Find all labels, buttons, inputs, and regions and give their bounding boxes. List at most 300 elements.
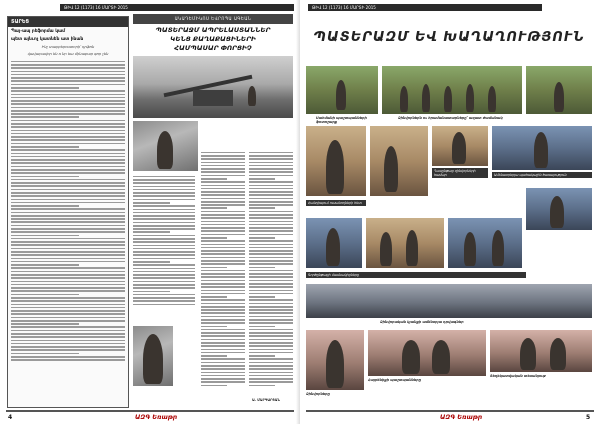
text-line [201, 247, 245, 249]
text-line [249, 378, 293, 380]
text-line [249, 296, 275, 298]
text-line [133, 205, 195, 207]
text-line [133, 179, 195, 181]
left-logo: ԱԶԳ Եռաթր [135, 414, 178, 421]
photo-couple [368, 330, 486, 376]
photo-figure [326, 340, 344, 388]
text-line [201, 237, 227, 239]
text-line [201, 296, 227, 298]
caption-9: Հայրենիքի պաշտպանները [368, 378, 421, 382]
right-header-strip [308, 4, 542, 11]
text-line [201, 221, 245, 223]
photo-figure [520, 338, 536, 370]
text-line [11, 169, 125, 171]
text-line [11, 254, 125, 256]
text-line [201, 335, 245, 337]
text-line [11, 80, 125, 82]
text-line [249, 188, 293, 190]
text-line [249, 171, 293, 173]
text-line [249, 221, 293, 223]
text-line [11, 107, 125, 109]
text-line [249, 194, 293, 196]
photo-guard [492, 126, 592, 170]
text-line [201, 283, 245, 285]
text-line [201, 171, 245, 173]
text-line [11, 149, 125, 151]
article-banner: ԱԿԱԴԵՄԻԿՈՍ ԵՎՐՈՊԱ ԱԳԵԱՆ [133, 14, 293, 24]
text-line [11, 110, 125, 112]
soldier-photo [133, 121, 198, 171]
text-line [133, 281, 195, 283]
text-line [11, 228, 125, 230]
photo-figure [402, 340, 420, 374]
text-line [201, 378, 245, 380]
text-line [249, 342, 293, 344]
text-line [11, 156, 125, 158]
text-line [249, 234, 293, 236]
text-line [249, 191, 293, 193]
text-line [201, 158, 245, 160]
text-line [249, 332, 293, 334]
text-line [201, 293, 245, 295]
photo-interview [306, 126, 366, 196]
text-line [249, 375, 293, 377]
text-line [249, 260, 293, 262]
text-line [11, 258, 125, 260]
photo-figure [550, 338, 566, 370]
text-line [11, 71, 125, 73]
soldier-figure [248, 86, 256, 106]
text-line [249, 198, 293, 200]
text-line [133, 287, 195, 289]
text-line [201, 201, 245, 203]
text-line [11, 120, 125, 122]
text-line [201, 352, 245, 354]
text-line [11, 162, 125, 164]
text-line [133, 218, 195, 220]
text-line [249, 168, 293, 170]
text-line [11, 185, 125, 187]
text-line [249, 250, 293, 252]
text-line [249, 211, 293, 213]
text-line [201, 362, 245, 364]
text-line [201, 345, 245, 347]
text-line [11, 244, 125, 246]
photo-figure [492, 230, 504, 266]
text-line [133, 182, 195, 184]
text-line [249, 263, 293, 265]
text-line [11, 346, 125, 348]
right-header-date: ԹԻՎ 12 (1173) 16 ՄԱՐՏԻ 2015 [312, 5, 376, 10]
text-line [11, 123, 125, 125]
text-line [133, 241, 195, 243]
sidebar-article [7, 16, 129, 408]
text-line [249, 257, 293, 259]
text-line [249, 162, 293, 164]
text-line [11, 317, 125, 319]
text-line [11, 94, 125, 96]
text-line [201, 207, 227, 209]
photo-figure [444, 86, 452, 112]
text-line [133, 254, 195, 256]
caption-6: Գործընթացի մասնակիցները [306, 272, 526, 278]
text-line [201, 303, 245, 305]
text-line [201, 198, 245, 200]
text-line [249, 230, 293, 232]
text-line [133, 228, 195, 230]
text-line [201, 381, 245, 383]
text-line [201, 312, 245, 314]
text-line [201, 168, 245, 170]
text-line [201, 385, 227, 387]
text-line [201, 253, 245, 255]
text-line [11, 126, 125, 128]
text-line [201, 368, 245, 370]
right-page-number: 5 [586, 414, 591, 421]
author-signature: Ա. ՄԱՐԳԱՐՅԱՆ [252, 398, 280, 402]
caption-10: Տեղեկատվական տեսանյութ [490, 374, 546, 378]
text-line [11, 159, 125, 161]
text-line [11, 199, 125, 201]
text-line [11, 294, 79, 296]
veteran-photo [133, 326, 173, 386]
photo-crowd [448, 218, 522, 268]
photo-figure [554, 82, 564, 112]
text-line [133, 231, 170, 233]
photo-meeting [432, 126, 488, 166]
left-header-strip [60, 4, 294, 11]
text-line [133, 186, 195, 188]
text-line [11, 307, 125, 309]
text-line [249, 335, 293, 337]
text-line [249, 381, 293, 383]
text-line [249, 280, 293, 282]
photo-figure [384, 146, 398, 192]
text-line [11, 195, 125, 197]
text-line [133, 294, 195, 296]
text-line [201, 276, 245, 278]
text-line [249, 217, 293, 219]
text-line [201, 280, 245, 282]
text-line [11, 146, 79, 148]
text-line [133, 268, 195, 270]
text-line [201, 194, 245, 196]
text-line [11, 238, 125, 240]
text-line [11, 287, 125, 289]
text-line [11, 205, 79, 207]
text-line [133, 215, 195, 217]
text-line [11, 359, 125, 361]
text-line [201, 227, 245, 229]
text-line [133, 235, 195, 237]
text-line [133, 209, 195, 211]
text-line [133, 225, 195, 227]
left-footer-bar [6, 410, 294, 412]
text-line [249, 352, 293, 354]
photo-figure [380, 232, 392, 266]
text-line [11, 182, 125, 184]
text-line [11, 353, 79, 355]
text-line [133, 300, 195, 302]
text-line [201, 181, 245, 183]
text-line [249, 358, 293, 360]
text-line [201, 230, 245, 232]
text-line [11, 84, 125, 86]
photo-classroom [370, 126, 428, 196]
text-line [201, 217, 245, 219]
text-line [249, 224, 293, 226]
text-line [201, 306, 245, 308]
text-line [133, 189, 195, 191]
text-line [201, 319, 245, 321]
text-line [201, 270, 245, 272]
text-line [11, 336, 125, 338]
text-line [11, 225, 125, 227]
text-line [11, 218, 125, 220]
text-line [11, 267, 125, 269]
text-line [201, 332, 245, 334]
text-line [133, 277, 195, 279]
text-line [249, 181, 293, 183]
text-line [249, 244, 293, 246]
text-line [249, 207, 275, 209]
text-line [11, 61, 125, 63]
text-line [201, 372, 245, 374]
caption-4: Ամենաօրերյա պահակային ծառայություն [492, 172, 592, 178]
text-line [201, 234, 245, 236]
text-line [201, 178, 227, 180]
text-line [201, 152, 245, 154]
text-line [249, 270, 293, 272]
photo-border-post [306, 66, 378, 114]
photo-figure [422, 84, 430, 112]
photo-figure [406, 230, 418, 266]
text-line [249, 306, 293, 308]
text-line [11, 179, 125, 181]
sidebar-subtitle-2: վավարավոր են ռ նր եա մինաբար գոր չեն [27, 52, 109, 56]
text-line [201, 349, 245, 351]
text-line [201, 358, 245, 360]
text-line [11, 241, 125, 243]
text-line [11, 192, 125, 194]
text-line [11, 264, 79, 266]
text-line [133, 284, 195, 286]
text-line [249, 326, 275, 328]
text-line [133, 248, 195, 250]
text-line [201, 290, 245, 292]
photo-figure [464, 232, 476, 266]
text-line [249, 247, 293, 249]
text-line [201, 326, 227, 328]
veteran-figure [143, 334, 163, 384]
caption-8: Զինվորները [306, 392, 330, 396]
text-line [249, 339, 293, 341]
photo-figure [466, 84, 474, 112]
text-line [11, 304, 125, 306]
article-column-1 [201, 150, 245, 388]
photo-students [526, 188, 592, 230]
sidebar-body-text [8, 61, 128, 361]
caption-3: Դասընթաց զինվորների համար [432, 168, 488, 178]
text-line [11, 221, 125, 223]
photo-field [526, 66, 592, 114]
photo-officers [366, 218, 444, 268]
text-line [11, 281, 125, 283]
text-line [249, 165, 293, 167]
headline-line-1: ՊԱՏԵՐԱՋՄ ԱՊՐԵԼԱՍՏԱՆՆԵՐ [155, 26, 271, 34]
text-line [133, 192, 195, 194]
caption-2: Զինվորներն ու հրամանատարները՝ ազատ ժամանակ [398, 116, 503, 120]
text-line [201, 260, 245, 262]
text-line [133, 199, 195, 201]
photo-staff [306, 218, 362, 268]
headline-line-3: ՀԱՄՊԱՍԱՐ ՓՈՐՑԻՉ [174, 44, 252, 52]
text-line [201, 273, 245, 275]
text-line [133, 264, 195, 266]
text-line [133, 258, 195, 260]
text-line [11, 310, 125, 312]
text-line [249, 253, 293, 255]
text-line [201, 263, 245, 265]
text-line [11, 215, 125, 217]
text-line [11, 130, 125, 132]
sidebar-title-1: Պայ-ապ րեֆորմա կամ [11, 29, 65, 34]
text-line [249, 385, 275, 387]
text-line [11, 90, 125, 92]
text-line [249, 349, 293, 351]
soldier-figure-2 [157, 131, 173, 169]
photo-portraits [490, 330, 592, 372]
text-line [249, 312, 293, 314]
text-line [249, 362, 293, 364]
text-line [201, 244, 245, 246]
text-line [249, 345, 293, 347]
text-line [201, 162, 245, 164]
text-line [249, 322, 293, 324]
text-line [11, 176, 79, 178]
text-line [249, 368, 293, 370]
text-line [11, 212, 125, 214]
photo-figure [534, 132, 548, 168]
text-line [201, 211, 245, 213]
photo-figure [326, 140, 344, 194]
text-line [11, 113, 125, 115]
photo-figure [432, 340, 450, 374]
text-line [201, 257, 245, 259]
right-footer-bar [306, 410, 594, 412]
sidebar-subtitle-1: Ինչ տարբերոստորի՝ դրֆոն [41, 45, 95, 49]
text-line [249, 309, 293, 311]
text-line [133, 245, 195, 247]
right-logo: ԱԶԳ Եռաթր [440, 414, 483, 421]
text-line [201, 355, 227, 357]
text-line [249, 319, 293, 321]
text-line [249, 267, 275, 269]
caption-5: Հանդիպում ուսանողների հետ [306, 200, 366, 206]
text-line [201, 286, 245, 288]
text-line [249, 293, 293, 295]
text-line [11, 116, 79, 118]
sidebar-heading: ՏԱՐԵՑ [8, 17, 128, 27]
text-line [249, 283, 293, 285]
photo-figure [452, 132, 466, 164]
text-line [133, 195, 195, 197]
text-line [11, 87, 79, 89]
text-line [249, 276, 293, 278]
photo-figure [326, 228, 340, 266]
text-line [133, 261, 170, 263]
text-line [201, 322, 245, 324]
text-line [11, 320, 125, 322]
text-line [11, 313, 125, 315]
text-line [11, 97, 125, 99]
text-line [11, 356, 125, 358]
text-line [249, 316, 293, 318]
text-line [11, 64, 125, 66]
text-line [133, 297, 195, 299]
text-line [201, 185, 245, 187]
sidebar-title-2: պետ այնւոչ կատնեն ատ ինան [11, 37, 84, 42]
photo-figure [336, 80, 346, 110]
text-line [11, 300, 125, 302]
text-line [249, 155, 293, 157]
text-line [249, 355, 275, 357]
text-line [201, 250, 245, 252]
photo-soldiers-group [382, 66, 522, 114]
feature-title: ՊԱՏԵՐԱԶՄ ԵՎ ԽԱՂԱՂՈՒԹՅՈՒՆ [313, 30, 585, 45]
text-line [133, 291, 170, 293]
text-line [201, 165, 245, 167]
text-line [11, 271, 125, 273]
photo-figure [400, 86, 408, 112]
text-line [201, 365, 245, 367]
text-line [11, 326, 125, 328]
text-line [249, 303, 293, 305]
text-line [11, 143, 125, 145]
text-line [11, 77, 125, 79]
text-line [11, 251, 125, 253]
photo-group-portrait [306, 284, 592, 318]
text-line [201, 339, 245, 341]
text-line [11, 323, 79, 325]
text-line [11, 74, 125, 76]
text-line [201, 204, 245, 206]
text-line [11, 139, 125, 141]
text-line [133, 222, 195, 224]
text-line [201, 191, 245, 193]
text-line [133, 304, 195, 306]
text-line [11, 261, 125, 263]
text-line [11, 231, 125, 233]
text-line [11, 100, 125, 102]
text-line [201, 214, 245, 216]
text-line [133, 271, 195, 273]
headline-line-2: ԿԵՆՑ ՔԱՂԱՔԱՑԻՆԵՐԻ [170, 35, 256, 43]
caption-1: Սահմանի պաշտպանների ֆոտոշարք [316, 116, 367, 125]
text-line [11, 330, 125, 332]
text-line [133, 251, 195, 253]
text-line [249, 185, 293, 187]
text-line [201, 240, 245, 242]
text-line [249, 214, 293, 216]
text-line [249, 329, 293, 331]
caption-7: Զինվորական կյանքի ամենօրյա դրվագներ [380, 320, 464, 324]
text-line [201, 342, 245, 344]
left-header-date: ԹԻՎ 12 (1173) 16 ՄԱՐՏԻ 2015 [64, 5, 128, 10]
text-line [201, 175, 245, 177]
text-line [249, 273, 293, 275]
text-line [201, 155, 245, 157]
